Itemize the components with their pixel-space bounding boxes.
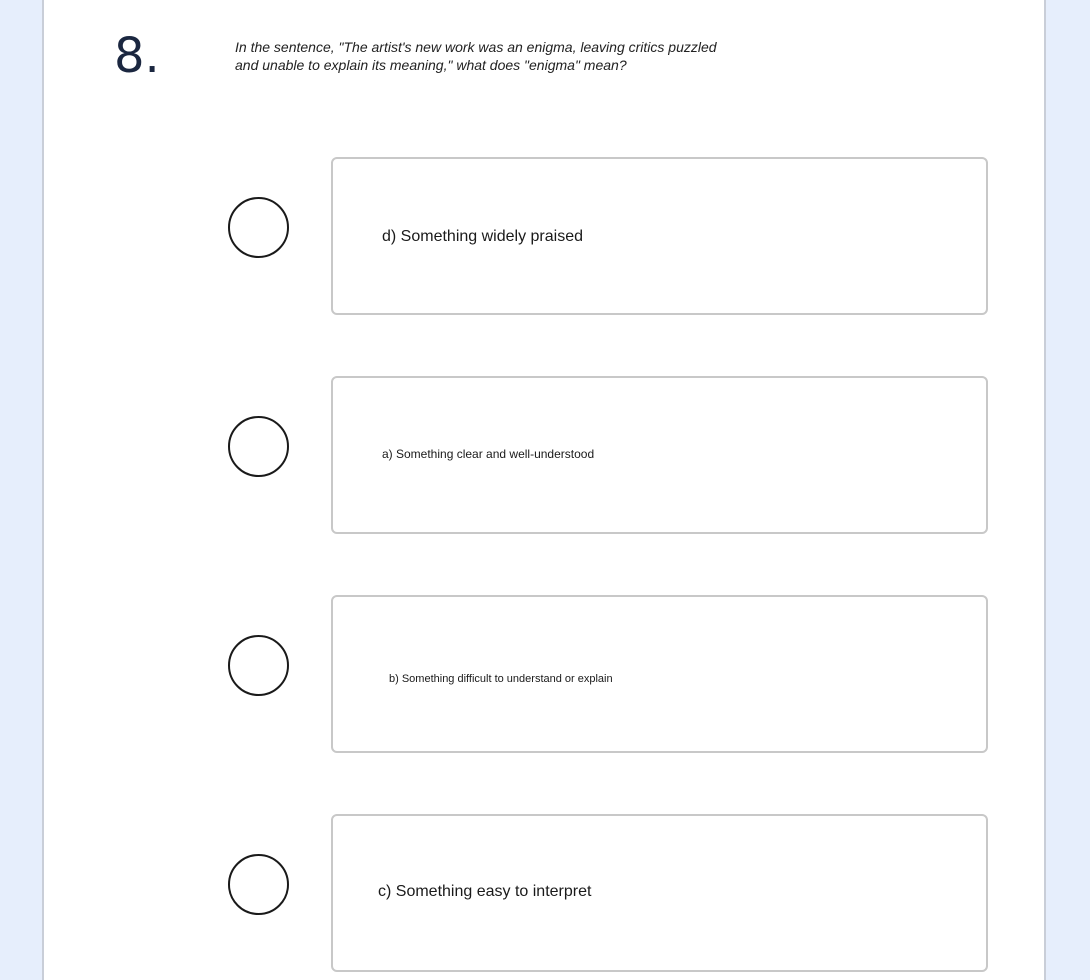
question-number: 8. <box>114 28 160 84</box>
quiz-sheet <box>42 0 1046 980</box>
answer-option <box>228 157 988 315</box>
answer-card-option-a[interactable] <box>331 376 988 534</box>
answer-option <box>228 814 988 972</box>
answer-label: a) Something clear and well-understood <box>382 447 595 461</box>
radio-button-option-b[interactable] <box>228 635 289 696</box>
answer-option <box>228 376 988 534</box>
question-text-line-1: In the sentence, "The artist's new work was an enigma, leaving critics puzzled <box>235 39 717 55</box>
question-text-line-2: and unable to explain its meaning," what does "enigma" mean? <box>235 57 627 73</box>
answer-option <box>228 595 988 753</box>
answer-label: d) Something widely praised <box>382 228 583 245</box>
answer-card-option-c[interactable] <box>331 814 988 972</box>
answer-card-option-b[interactable] <box>331 595 988 753</box>
question-text <box>235 38 755 74</box>
answer-label: c) Something easy to interpret <box>378 883 592 900</box>
radio-button-option-c[interactable] <box>228 854 289 915</box>
answer-label: b) Something difficult to understand or explain <box>389 673 613 685</box>
radio-button-option-a[interactable] <box>228 416 289 477</box>
answer-card-option-d[interactable] <box>331 157 988 315</box>
radio-button-option-d[interactable] <box>228 197 289 258</box>
